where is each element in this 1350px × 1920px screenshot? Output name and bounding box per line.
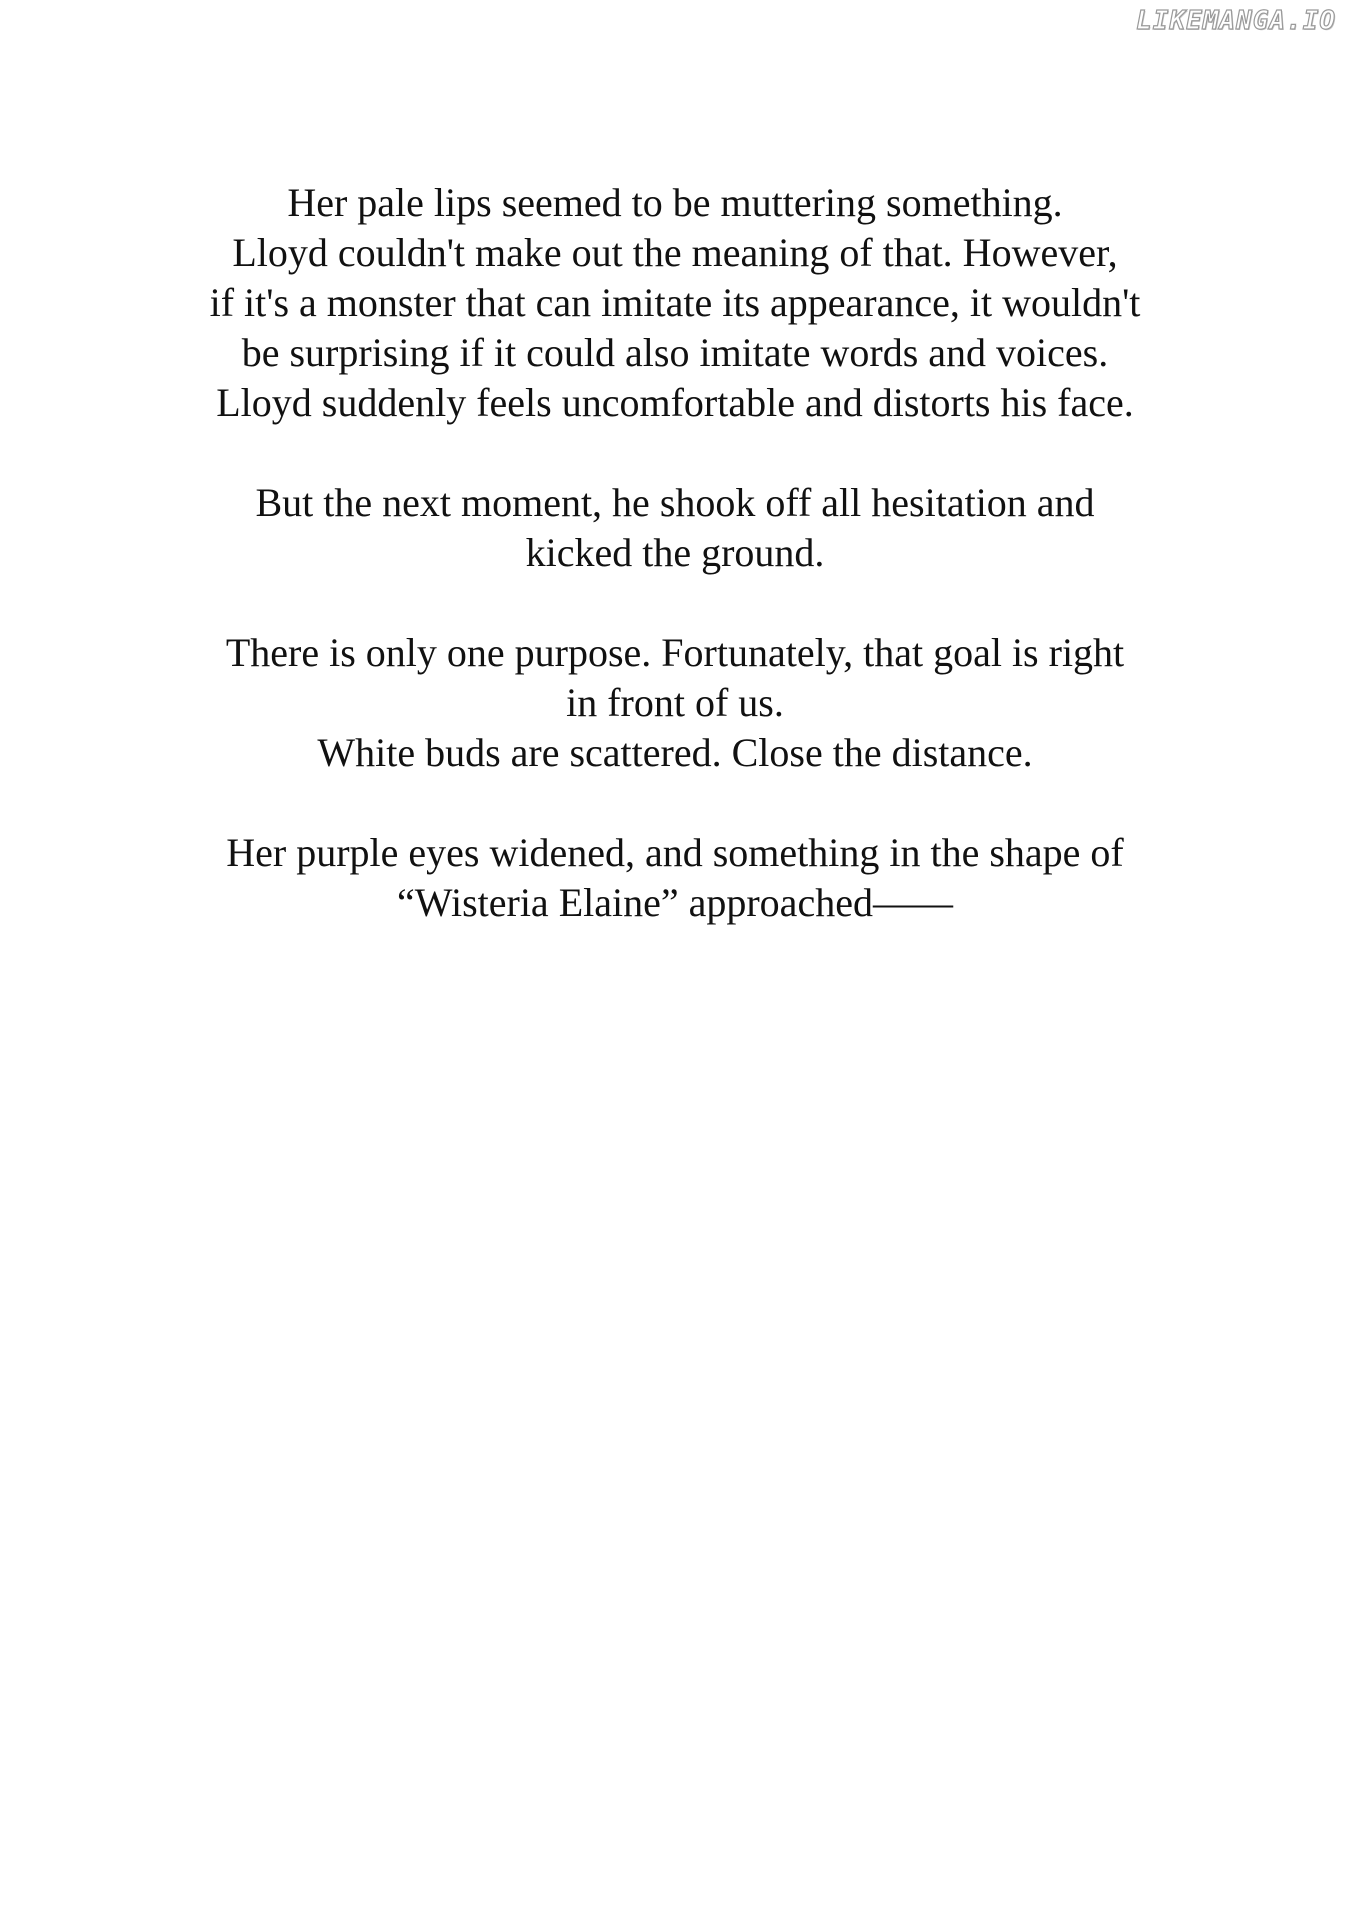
paragraph-line: “Wisteria Elaine” approached—— xyxy=(397,880,953,925)
paragraph-line: be surprising if it could also imitate words and voices. xyxy=(241,330,1109,375)
paragraph-3 xyxy=(0,628,1350,778)
paragraph-line: Lloyd couldn't make out the meaning of that. However, xyxy=(232,230,1118,275)
watermark-logo: LIKEMANGA.IO xyxy=(1136,6,1336,36)
narration-paragraph xyxy=(0,628,1350,778)
paragraph-2 xyxy=(0,478,1350,578)
paragraph-line: Her pale lips seemed to be muttering something. xyxy=(287,180,1063,225)
paragraph-line: Lloyd suddenly feels uncomfortable and distorts his face. xyxy=(216,380,1134,425)
narration-paragraph xyxy=(0,828,1350,928)
paragraph-line: But the next moment, he shook off all hesitation and xyxy=(255,480,1095,525)
paragraph-line: White buds are scattered. Close the distance. xyxy=(317,730,1033,775)
narration-paragraph xyxy=(0,178,1350,428)
narration-paragraph xyxy=(0,478,1350,578)
paragraph-line: kicked the ground. xyxy=(525,530,825,575)
paragraph-line: There is only one purpose. Fortunately, that goal is right xyxy=(225,630,1125,675)
paragraph-line: in front of us. xyxy=(566,680,784,725)
paragraph-line: if it's a monster that can imitate its appearance, it wouldn't xyxy=(209,280,1141,325)
paragraph-1 xyxy=(0,178,1350,428)
paragraph-line: Her purple eyes widened, and something in the shape of xyxy=(226,830,1124,875)
paragraph-4 xyxy=(0,828,1350,928)
